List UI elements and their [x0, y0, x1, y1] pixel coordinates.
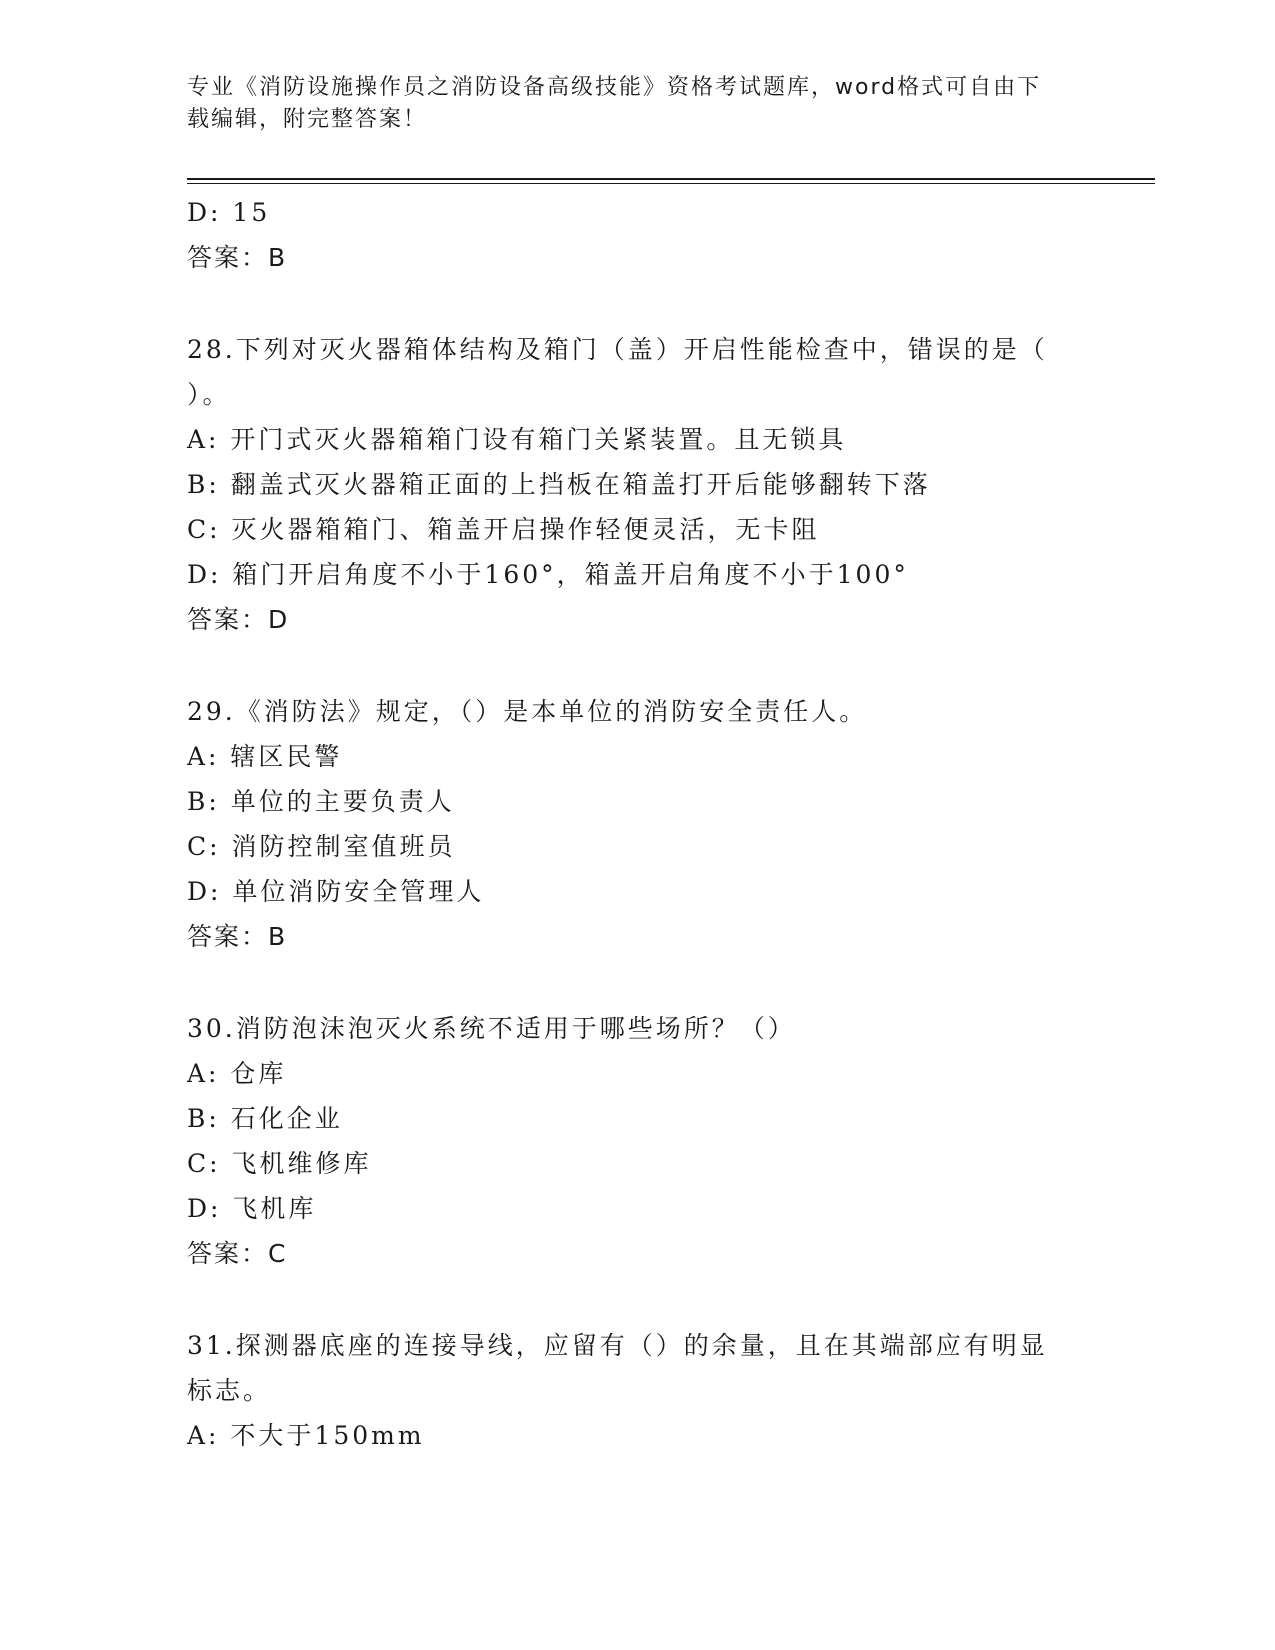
- answer: 答案：B: [187, 922, 288, 951]
- header-line-1: 专业《消防设施操作员之消防设备高级技能》资格考试题库，word格式可自由下: [187, 75, 1042, 100]
- option-c: C: 飞机维修库: [187, 1149, 372, 1178]
- option-a: A: 不大于150mm: [187, 1421, 425, 1450]
- option-a: A: 开门式灭火器箱箱门设有箱门关紧装置。且无锁具: [187, 425, 847, 454]
- question-31: [187, 1323, 1087, 1458]
- question-text-line-1: 28.下列对灭火器箱体结构及箱门（盖）开启性能检查中，错误的是（: [187, 335, 1048, 364]
- question-text-line-2: ）。: [187, 380, 231, 409]
- answer: 答案：D: [187, 605, 290, 634]
- question-28: [187, 327, 1087, 642]
- option-d: D: 单位消防安全管理人: [187, 877, 485, 906]
- question-text: [187, 1323, 1087, 1413]
- answer: 答案：B: [187, 243, 288, 272]
- option-d: D: 15: [187, 198, 271, 227]
- question-list: [187, 190, 1087, 1458]
- question-text: 30.消防泡沫泡灭火系统不适用于哪些场所？（）: [187, 1014, 796, 1043]
- question-text: 29.《消防法》规定，（）是本单位的消防安全责任人。: [187, 697, 868, 726]
- option-b: B: 石化企业: [187, 1104, 343, 1133]
- question-text-line-1: 31.探测器底座的连接导线，应留有（）的余量，且在其端部应有明显: [187, 1331, 1048, 1360]
- answer: 答案：C: [187, 1239, 288, 1268]
- header-divider-thin: [187, 183, 1155, 184]
- option-d: D: 飞机库: [187, 1194, 317, 1223]
- question-text: [187, 327, 1087, 417]
- option-d: D: 箱门开启角度不小于160°，箱盖开启角度不小于100°: [187, 560, 909, 589]
- option-c: C: 灭火器箱箱门、箱盖开启操作轻便灵活，无卡阻: [187, 515, 820, 544]
- header-line-2: 载编辑，附完整答案！: [187, 107, 428, 132]
- header-divider: [187, 178, 1155, 180]
- option-a: A: 仓库: [187, 1059, 287, 1088]
- option-b: B: 翻盖式灭火器箱正面的上挡板在箱盖打开后能够翻转下落: [187, 470, 931, 499]
- option-c: C: 消防控制室值班员: [187, 832, 456, 861]
- question-29: [187, 689, 1087, 959]
- option-a: A: 辖区民警: [187, 742, 343, 771]
- question-30: [187, 1006, 1087, 1276]
- document-header: [187, 72, 1067, 136]
- option-b: B: 单位的主要负责人: [187, 787, 455, 816]
- question-text-line-2: 标志。: [187, 1376, 272, 1405]
- question-27-tail: [187, 190, 1087, 280]
